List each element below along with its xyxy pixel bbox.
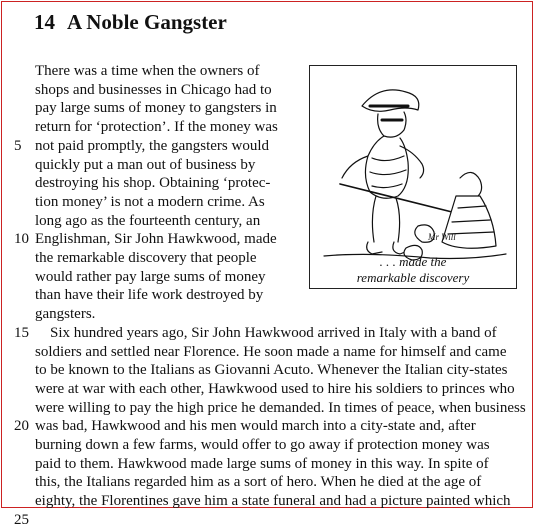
text-line: not paid promptly, the gangsters would — [35, 137, 269, 154]
text-line: shops and businesses in Chicago had to — [35, 81, 272, 98]
paragraph-2-start: Six hundred years ago, Sir John — [50, 324, 241, 341]
line-number: 10 — [14, 231, 29, 248]
line-number: 5 — [14, 137, 22, 154]
text-line: this, the Italians regarded him as a sort of hero. When he died at the age of — [35, 474, 482, 491]
illustration-caption-line2: remarkable discovery — [356, 270, 470, 285]
lesson-title — [34, 10, 227, 35]
text-line: soldiers and settled near Florence. He soon made a name for himself and came — [35, 343, 507, 360]
illustrator-signature: Mr Will — [428, 232, 456, 242]
paragraph-2-continuation: Hawkwood arrived in Italy with a band of — [244, 324, 497, 341]
text-line: quickly put a man out of business by — [35, 156, 256, 173]
text-line: were at war with each other, Hawkwood used to hire his soldiers to princes who — [35, 380, 515, 397]
text-line: Englishman, Sir John Hawkwood, made — [35, 231, 277, 248]
text-line: than have their life work destroyed by — [35, 287, 264, 304]
text-line: were willing to pay the high price he demanded. In times of peace, when business — [35, 399, 526, 416]
line-number: 20 — [14, 418, 29, 435]
lesson-number: 14 — [34, 10, 55, 34]
text-line: burning down a few farms, would offer to go away if protection money was — [35, 437, 490, 453]
text-line: the remarkable discovery that people — [35, 250, 257, 266]
illustration-caption-line1: . . . made the — [379, 254, 447, 269]
text-line: pay large sums of money to gangsters in — [35, 100, 277, 117]
line-number: 25 — [14, 511, 29, 528]
text-line: gangsters. — [35, 306, 96, 323]
text-line: There was a time when the owners of — [35, 63, 260, 79]
illustration-box — [309, 65, 517, 289]
text-line — [50, 324, 497, 342]
text-line: long ago as the fourteenth century, an — [35, 212, 261, 229]
text-line: was bad, Hawkwood and his men would march into a city-state and, after — [35, 418, 476, 435]
text-line: paid to them. Hawkwood made large sums of money in this way. In spite of — [35, 455, 489, 472]
text-line: destroying his shop. Obtaining ‘protec- — [35, 175, 271, 192]
line-number: 15 — [14, 324, 29, 341]
text-line: eighty, the Florentines gave him a state funeral and had a picture painted which — [35, 493, 511, 510]
text-line: to be known to the Italians as Giovanni Acuto. Whenever the Italian city-states — [35, 362, 508, 379]
text-line: would rather pay large sums of money — [35, 268, 266, 285]
lesson-title-text: A Noble Gangster — [67, 10, 227, 34]
text-line: return for ‘protection’. If the money was — [35, 119, 278, 136]
text-line: tion money’ is not a modern crime. As — [35, 193, 265, 210]
